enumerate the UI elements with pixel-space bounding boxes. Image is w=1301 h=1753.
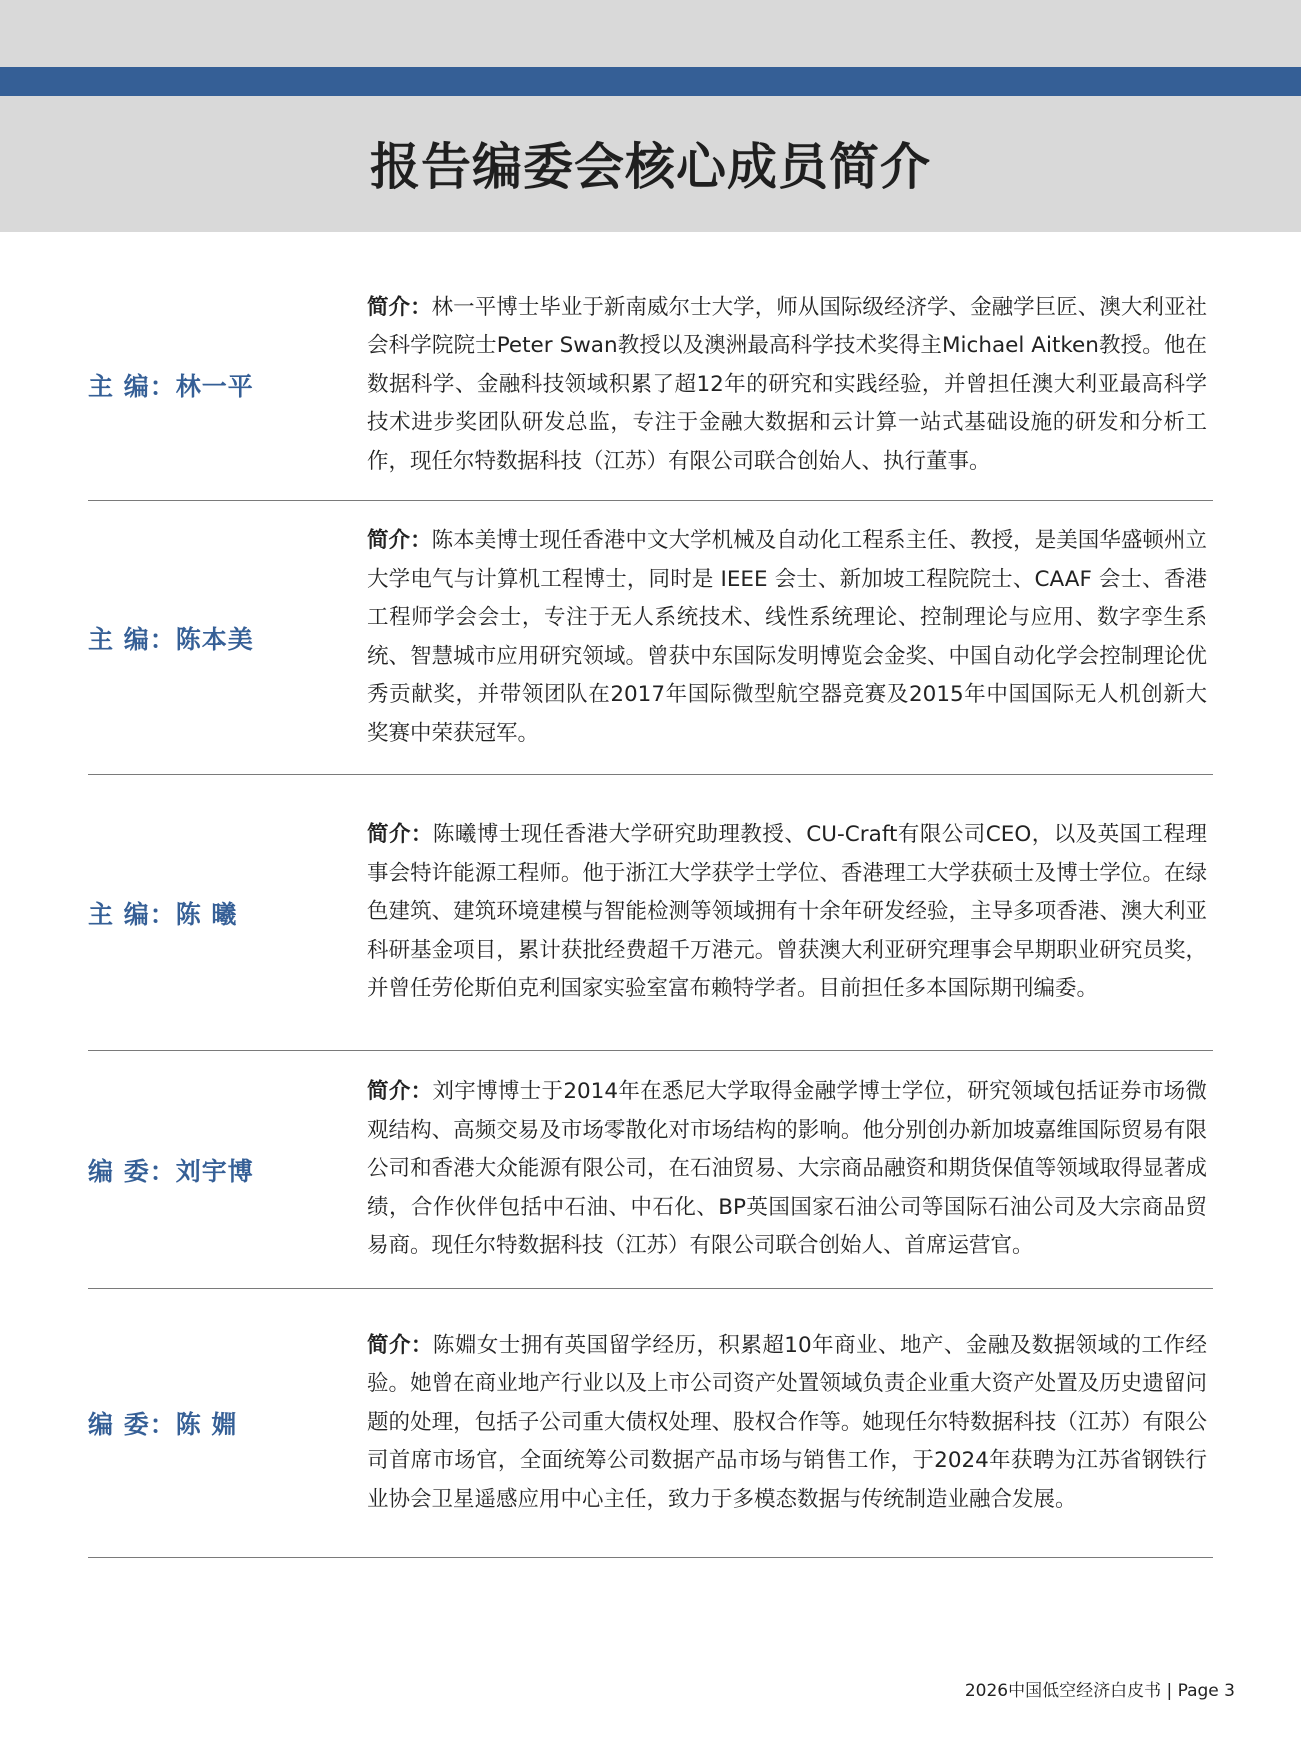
member-row (88, 501, 1213, 775)
member-role-name: 编 委：刘宇博 (88, 1156, 254, 1186)
member-row (88, 270, 1213, 501)
member-role-name: 编 委：陈 婣 (88, 1410, 238, 1439)
member-bio (367, 816, 1213, 1009)
bio-text: 刘宇博博士于2014年在悉尼大学取得金融学博士学位，研究领域包括证券市场微观结构、高频交易及市场零散化对市场结构的影响。他分别创办新加坡嘉维国际贸易有限公司和香港大众能源有限公司，在石油贸易、大宗商品融资和期货保值等领域取得显著成绩，合作伙伴包括中石油、中石化、BP英国国家石油公司等国际石油公司及大宗商品贸易商。现任尔特数据科技（江苏）有限公司联合创始人、首席运营官。 (367, 1079, 1207, 1259)
member-bio (367, 1073, 1213, 1266)
member-list (88, 270, 1213, 1558)
bio-prefix: 简介： (367, 1079, 433, 1105)
member-role-name: 主 编：林一平 (88, 372, 254, 401)
header-accent-band (0, 67, 1301, 96)
page-footer: 2026中国低空经济白皮书 | Page 3 (964, 1681, 1235, 1701)
bio-prefix: 简介： (367, 528, 432, 553)
bio-prefix: 简介： (367, 1332, 433, 1358)
member-role-name: 主 编：陈 曦 (88, 899, 238, 929)
member-role-name: 主 编：陈本美 (88, 624, 254, 654)
member-bio (367, 522, 1213, 753)
bio-text: 林一平博士毕业于新南威尔士大学，师从国际级经济学、金融学巨匠、澳大利亚社会科学院院士Peter Swan教授以及澳洲最高科学技术奖得主Michael Aitken教授。他在数据科学、金融科技领域积累了超12年的研究和实践经验，并曾担任澳大利亚最高科学技术进步奖团队研发总监，专注于金融大数据和云计算一站式基础设施的研发和分析工作，现任尔特数据科技（江苏）有限公司联合创始人、执行董事。 (367, 294, 1207, 474)
member-row (88, 775, 1213, 1051)
page-header (0, 0, 1301, 232)
member-row (88, 1289, 1213, 1558)
bio-text: 陈本美博士现任香港中文大学机械及自动化工程系主任、教授，是美国华盛顿州立大学电气与计算机工程博士，同时是 IEEE 会士、新加坡工程院院士、CAAF 会士、香港工程师学会会士，专注于无人系统技术、线性系统理论、控制理论与应用、数字孪生系统、智慧城市应用研究领域。曾获中东国际发明博览会金奖、中国自动化学会控制理论优秀贡献奖，并带领团队在2017年国际微型航空器竞赛及2015年中国国际无人机创新大奖赛中荣获冠军。 (367, 528, 1207, 746)
bio-text: 陈婣女士拥有英国留学经历，积累超10年商业、地产、金融及数据领域的工作经验。她曾在商业地产行业以及上市公司资产处置领域负责企业重大资产处置及历史遗留问题的处理，包括子公司重大债权处理、股权合作等。她现任尔特数据科技（江苏）有限公司首席市场官，全面统筹公司数据产品市场与销售工作，于2024年获聘为江苏省钢铁行业协会卫星遥感应用中心主任，致力于多模态数据与传统制造业融合发展。 (367, 1332, 1207, 1512)
page-title: 报告编委会核心成员简介 (370, 138, 931, 196)
bio-prefix: 简介： (367, 294, 432, 320)
bio-prefix: 简介： (367, 822, 433, 848)
bio-text: 陈曦博士现任香港大学研究助理教授、CU-Craft有限公司CEO，以及英国工程理事会特许能源工程师。他于浙江大学获学士学位、香港理工大学获硕士及博士学位。在绿色建筑、建筑环境建模与智能检测等领域拥有十余年研发经验，主导多项香港、澳大利亚科研基金项目，累计获批经费超千万港元。曾获澳大利亚研究理事会早期职业研究员奖，并曾任劳伦斯伯克利国家实验室富布赖特学者。目前担任多本国际期刊编委。 (367, 822, 1207, 1002)
member-bio (367, 1327, 1213, 1520)
member-row (88, 1051, 1213, 1289)
member-bio (367, 289, 1213, 482)
